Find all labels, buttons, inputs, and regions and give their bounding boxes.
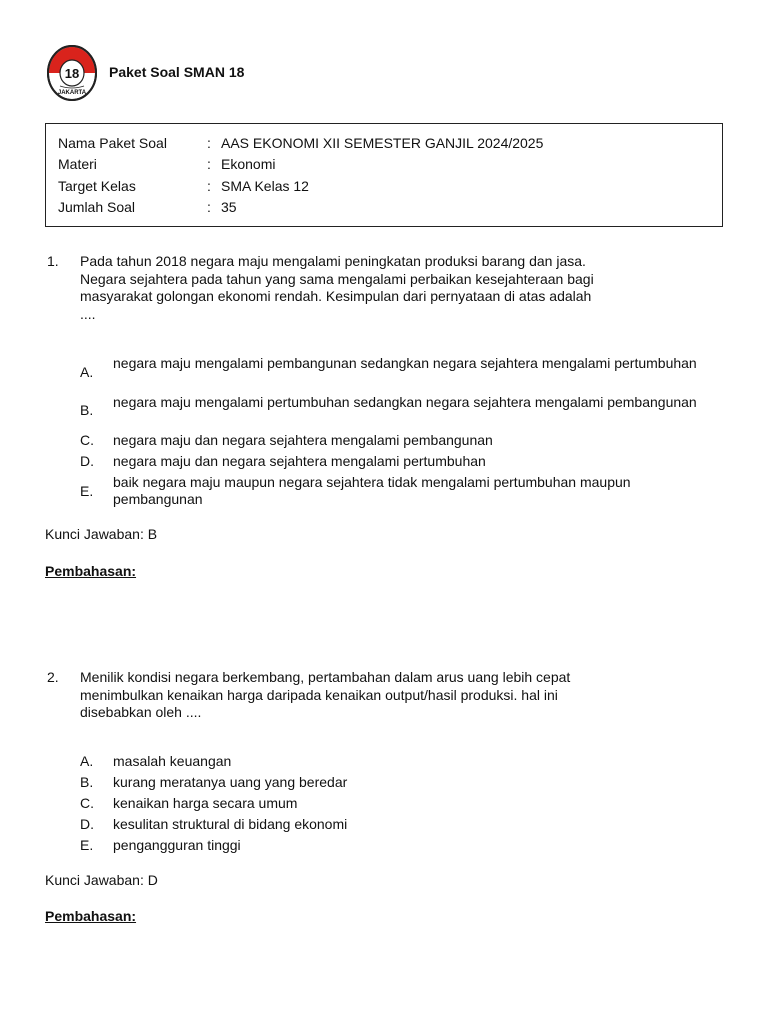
info-label: Nama Paket Soal [58, 135, 167, 151]
option-text: negara maju dan negara sejahtera mengalami pembangunan [113, 432, 493, 448]
answer-key: Kunci Jawaban: D [45, 872, 158, 888]
option-letter: A. [80, 364, 94, 380]
question-text: Pada tahun 2018 negara maju mengalami peningkatan produksi barang dan jasa. Negara sejahtera pada tahun yang sama mengalami perbaikan kesejahteraan bagi masyarakat golongan ekonomi rendah. Kesimpulan dari pernyataan di atas adalah .... [80, 253, 594, 322]
svg-text:JAKARTA: JAKARTA [57, 90, 87, 96]
option-letter: C. [80, 795, 94, 811]
option-letter: E. [80, 837, 94, 853]
question-text: Menilik kondisi negara berkembang, pertambahan dalam arus uang lebih cepat menimbulkan kenaikan harga daripada kenaikan output/hasil produksi. hal ini disebabkan oleh .... [80, 669, 571, 720]
answer-key: Kunci Jawaban: B [45, 526, 158, 542]
option-text: kenaikan harga secara umum [113, 795, 298, 811]
option-letter: B. [80, 402, 94, 418]
info-colon: : [207, 178, 211, 194]
svg-text:18: 18 [64, 66, 80, 81]
option-letter: B. [80, 774, 94, 790]
option-letter: A. [80, 753, 94, 769]
info-value: SMA Kelas 12 [221, 178, 309, 194]
school-logo [46, 44, 98, 102]
question-number: 2. [47, 669, 59, 685]
page-header [46, 44, 726, 106]
option-text: negara maju mengalami pertumbuhan sedangkan negara sejahtera mengalami pembangunan [113, 394, 697, 410]
option-text: negara maju mengalami pembangunan sedangkan negara sejahtera mengalami pertumbuhan [113, 355, 697, 371]
info-value: 35 [221, 199, 237, 215]
option-text: pengangguran tinggi [113, 837, 241, 853]
option-text: kesulitan struktural di bidang ekonomi [113, 816, 348, 832]
option-text: negara maju dan negara sejahtera mengalami pertumbuhan [113, 453, 486, 469]
info-label: Jumlah Soal [58, 199, 136, 215]
info-label: Materi [58, 156, 97, 172]
discussion-heading: Pembahasan: [45, 563, 137, 579]
package-info-box [45, 123, 723, 227]
info-value: AAS EKONOMI XII SEMESTER GANJIL 2024/2025 [221, 135, 544, 151]
question-number: 1. [47, 253, 59, 269]
info-label: Target Kelas [58, 178, 136, 194]
option-text: baik negara maju maupun negara sejahtera tidak mengalami pertumbuhan maupun pembangunan [113, 474, 631, 507]
option-letter: E. [80, 483, 94, 499]
option-letter: D. [80, 816, 94, 832]
option-text: kurang meratanya uang yang beredar [113, 774, 348, 790]
header-title: Paket Soal SMAN 18 [109, 64, 245, 80]
info-value: Ekonomi [221, 156, 276, 172]
option-letter: C. [80, 432, 94, 448]
info-colon: : [207, 199, 211, 215]
option-text: masalah keuangan [113, 753, 232, 769]
discussion-heading: Pembahasan: [45, 908, 137, 924]
option-letter: D. [80, 453, 94, 469]
info-colon: : [207, 135, 211, 151]
info-colon: : [207, 156, 211, 172]
